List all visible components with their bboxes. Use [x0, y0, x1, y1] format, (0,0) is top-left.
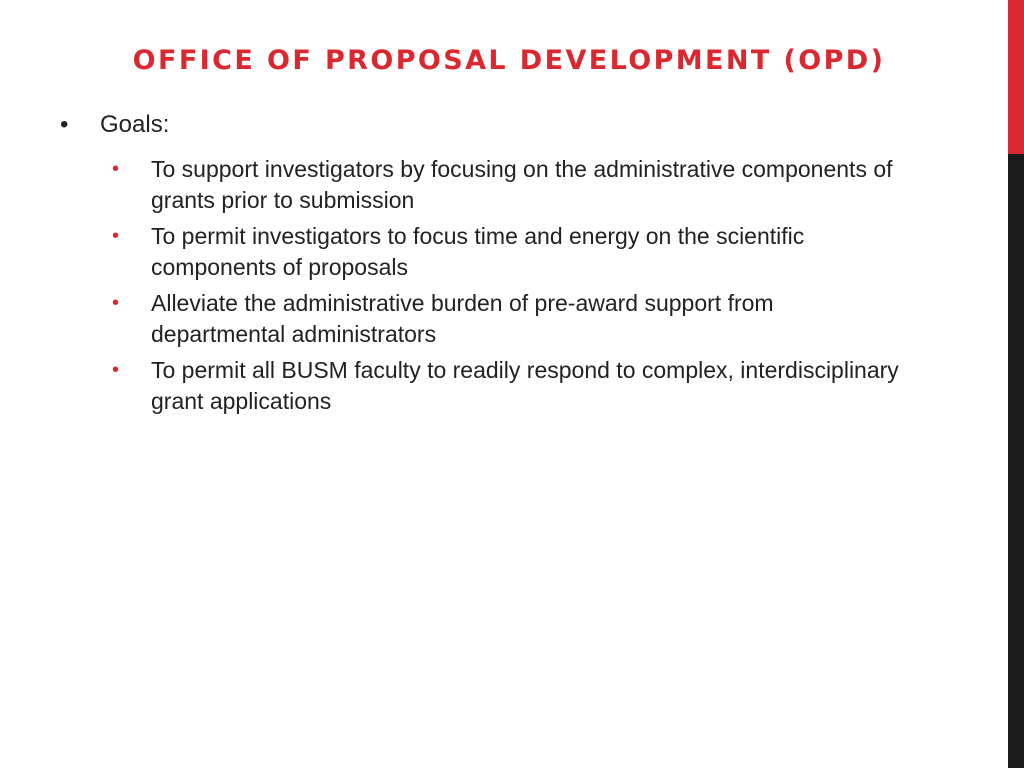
list-item-text: Alleviate the administrative burden of pre-award support from departmental administrators	[151, 290, 774, 347]
accent-bar-dark	[1008, 154, 1024, 768]
list-item-text: To support investigators by focusing on the administrative components of grants prior to submission	[151, 156, 893, 213]
slide-title: OFFICE OF PROPOSAL DEVELOPMENT (OPD)	[132, 45, 886, 76]
list-item-text: To permit all BUSM faculty to readily respond to complex, interdisciplinary grant applications	[151, 357, 899, 414]
list-item	[112, 288, 912, 349]
bullet-marker: •	[60, 111, 69, 138]
bullet-marker: •	[112, 225, 120, 247]
goals-list	[112, 154, 912, 422]
main-bullet	[60, 110, 169, 140]
list-item	[112, 154, 912, 215]
bullet-marker: •	[112, 158, 120, 180]
bullet-marker: •	[112, 359, 120, 381]
bullet-marker: •	[112, 292, 120, 314]
main-bullet-label: Goals:	[100, 111, 170, 138]
list-item	[112, 355, 912, 416]
list-item	[112, 221, 912, 282]
list-item-text: To permit investigators to focus time and energy on the scientific components of proposals	[151, 223, 805, 280]
